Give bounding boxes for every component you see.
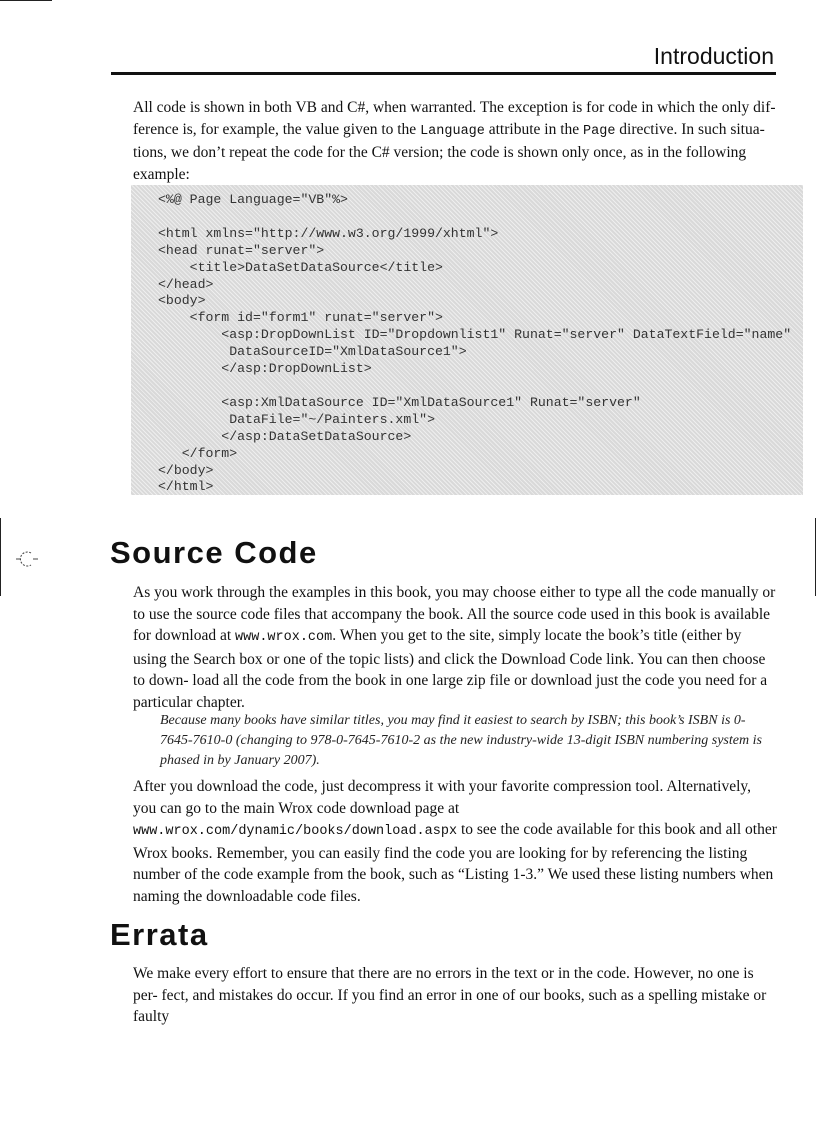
errata-heading: Errata <box>110 917 209 952</box>
code-line: <body> <box>158 293 206 309</box>
code-line: </asp:DataSetDataSource> <box>158 428 412 444</box>
download-page-url[interactable]: www.wrox.com/dynamic/books/download.aspx <box>133 824 458 839</box>
running-header <box>111 42 776 75</box>
code-block <box>131 185 803 496</box>
source-code-heading: Source Code <box>110 535 318 570</box>
source-code-paragraph-2: After you download the code, just decompress it with your favorite compression tool. Alternatively, you can go to the main Wrox code download page at www.wrox.com/dynamic/books/download.aspx to see the code available for this book and all other Wrox books. Remember, you can easily find the code you are looking for by referencing the listing number of the code example from the book, such as “Listing 1-3.” We used these listing numbers when naming the downloadable code files. <box>133 778 777 905</box>
margin-rule-left <box>0 518 1 596</box>
inline-code: Language <box>420 123 485 139</box>
code-line: DataSourceID="XmlDataSource1"> <box>158 344 467 360</box>
inline-code: Page <box>583 123 616 139</box>
code-listing <box>131 185 803 495</box>
code-line: <%@ Page Language="VB"%> <box>158 192 348 207</box>
source-code-paragraph-1: As you work through the examples in this book, you may choose either to type all the code manually or to use the source code files that accompany the book. All the source code used in this book is available for download at www.wrox.com. When you get to the site, simply locate the book’s title (either by using the Search box or one of the topic lists) and click the Download Code link. You can then choose to down- load all the code from the book in one large zip file or download just the code you need for a particular chapter. <box>133 584 776 711</box>
code-line: </body> <box>158 462 214 478</box>
code-line: <head runat="server"> <box>158 242 325 258</box>
code-line: <form id="form1" runat="server"> <box>158 310 443 326</box>
code-line: <html xmlns="http://www.w3.org/1999/xhtml"> <box>158 225 499 241</box>
chapter-title: Introduction <box>653 43 774 69</box>
registration-mark-icon <box>16 548 38 570</box>
isbn-note: Because many books have similar titles, you may find it easiest to search by ISBN; this book’s ISBN is 0-7645-7610-0 (changing to 978-0-7645-7610-2 as the new industry-wide 13-digit ISBN numbering system is phased in by January 2007). <box>160 713 762 768</box>
code-line: </asp:DropDownList> <box>158 361 372 377</box>
code-line: </form> <box>158 445 238 461</box>
errata-paragraph: We make every effort to ensure that there are no errors in the text or in the code. However, no one is per- fect, and mistakes do occur. If you find an error in one of our books, such as a spelling mistake or faulty <box>133 965 767 1025</box>
code-line: <asp:DropDownList ID="Dropdownlist1" Runat="server" DataTextField="name" <box>158 327 792 343</box>
code-line: <asp:XmlDataSource ID="XmlDataSource1" Runat="server" <box>158 394 641 410</box>
intro-paragraph: All code is shown in both VB and C#, when warranted. The exception is for code in which the only dif- ference is, for example, the value given to the Language attribute in the Page directive. In such situa- tions, we don’t repeat the code for the C# version; the code is shown only once, as in the following example: <box>133 99 776 183</box>
code-line: </html> <box>158 479 214 495</box>
crop-mark <box>0 0 52 1</box>
download-url[interactable]: www.wrox.com <box>235 630 333 645</box>
code-line: <title>DataSetDataSource</title> <box>158 259 443 275</box>
code-line: DataFile="~/Painters.xml"> <box>158 411 435 427</box>
code-line: </head> <box>158 276 214 292</box>
